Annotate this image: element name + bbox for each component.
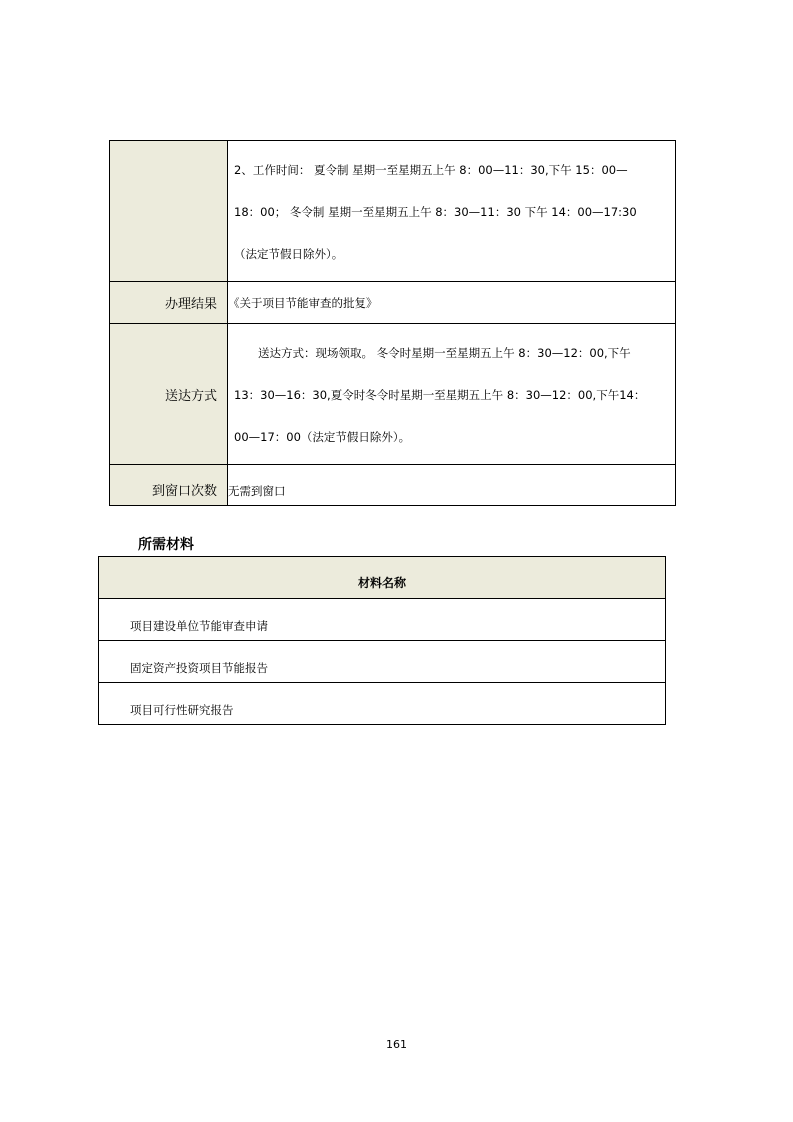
work-time-line: 18：00； 冬令制 星期一至星期五上午 8：30—11：30 下午 14：00—17:30 — [234, 205, 637, 219]
visits-value: 无需到窗口 — [228, 465, 676, 506]
materials-column-header: 材料名称 — [99, 557, 666, 599]
material-item: 项目建设单位节能审查申请 — [99, 599, 666, 641]
delivery-line: 00—17：00（法定节假日除外）。 — [234, 430, 411, 444]
delivery-value — [228, 324, 676, 465]
delivery-label: 送达方式 — [110, 324, 228, 465]
work-time-row — [110, 141, 676, 282]
delivery-line: 送达方式：现场领取。 冬令时星期一至星期五上午 8：30—12：00,下午 — [258, 346, 631, 360]
visits-label: 到窗口次数 — [110, 465, 228, 506]
delivery-row — [110, 324, 676, 465]
visits-row — [110, 465, 676, 506]
table-row — [99, 683, 666, 725]
table-row — [99, 641, 666, 683]
materials-header-row — [99, 557, 666, 599]
work-time-line: 2、工作时间： 夏令制 星期一至星期五上午 8：00—11：30,下午 15：00— — [234, 163, 628, 177]
material-item: 固定资产投资项目节能报告 — [99, 641, 666, 683]
materials-section-title: 所需材料 — [138, 537, 194, 553]
work-time-line: （法定节假日除外）。 — [234, 247, 344, 261]
delivery-line: 13：30—16：30,夏令时冬令时星期一至星期五上午 8：30—12：00,下午14： — [234, 388, 646, 402]
work-time-label — [110, 141, 228, 282]
table-row — [99, 599, 666, 641]
material-item: 项目可行性研究报告 — [99, 683, 666, 725]
result-value: 《关于项目节能审查的批复》 — [228, 282, 676, 324]
work-time-value — [228, 141, 676, 282]
result-row — [110, 282, 676, 324]
page-number: 161 — [386, 1038, 407, 1051]
result-label: 办理结果 — [110, 282, 228, 324]
materials-table — [98, 556, 666, 725]
service-info-table — [109, 140, 676, 506]
